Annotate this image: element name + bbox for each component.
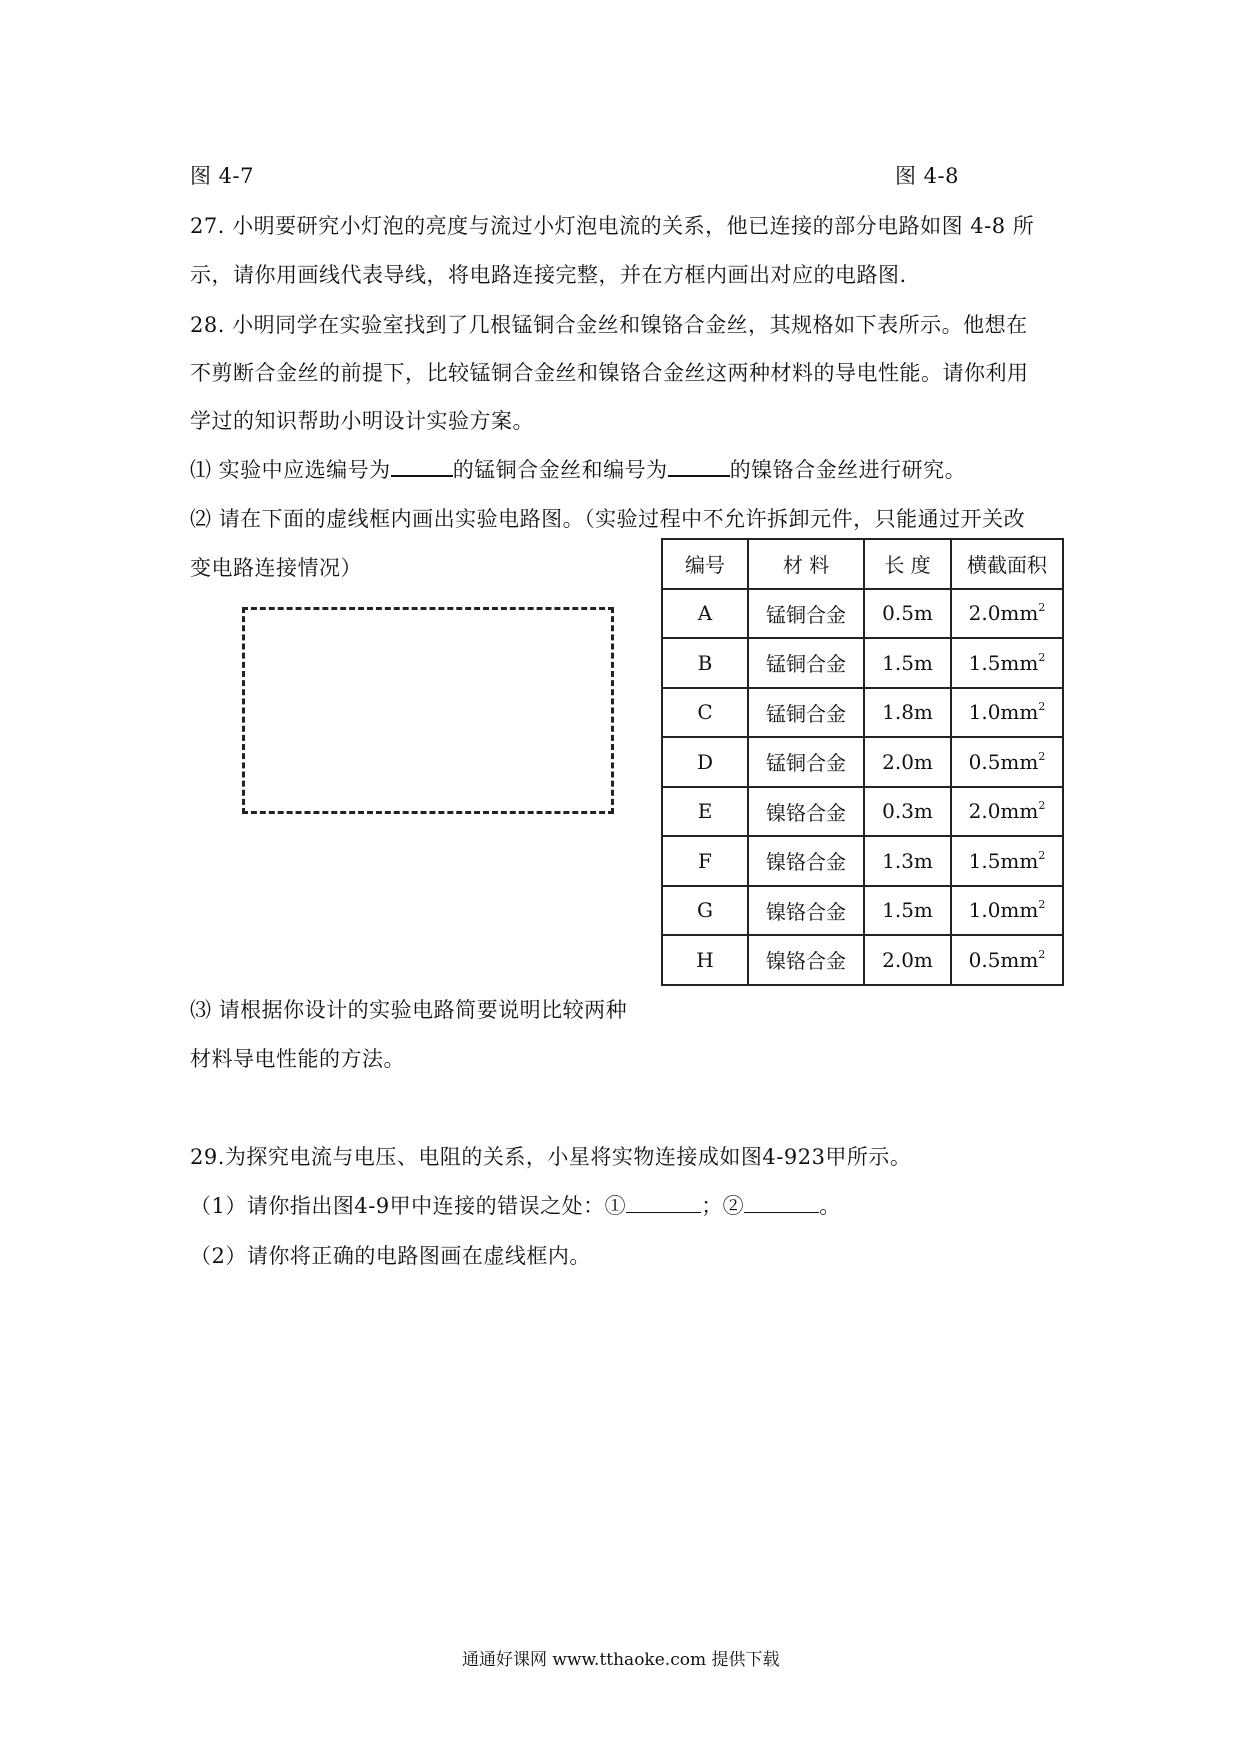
answer-blank-nichrome[interactable] xyxy=(668,455,730,477)
q28-part-1 xyxy=(190,454,966,484)
q28-line-2: 不剪断合金丝的前提下，比较锰铜合金丝和镍铬合金丝这两种材料的导电性能。请你利用 xyxy=(190,361,1029,385)
cell-material: 镍铬合金 xyxy=(748,886,864,936)
cell-area xyxy=(951,688,1063,738)
cell-id: C xyxy=(662,688,748,738)
q28-part-2-line-1: ⑵ 请在下面的虚线框内画出实验电路图。（实验过程中不允许拆卸元件，只能通过开关改 xyxy=(190,507,1026,531)
q28-line-3: 学过的知识帮助小明设计实验方案。 xyxy=(190,409,534,433)
cell-area xyxy=(951,836,1063,886)
q28-part-3-line-1: ⑶ 请根据你设计的实验电路简要说明比较两种 xyxy=(190,998,628,1022)
cell-material: 锰铜合金 xyxy=(748,589,864,639)
answer-blank-error-2[interactable] xyxy=(744,1192,819,1213)
cell-length: 2.0m xyxy=(864,935,951,985)
q28-line-1: 28. 小明同学在实验室找到了几根锰铜合金丝和镍铬合金丝，其规格如下表所示。他想在 xyxy=(190,313,1028,337)
q28-part-1-text-a: ⑴ 实验中应选编号为 xyxy=(190,458,391,482)
cell-area xyxy=(951,886,1063,936)
cell-id: H xyxy=(662,935,748,985)
figure-label-4-8: 图 4-8 xyxy=(895,164,959,188)
table-row xyxy=(662,787,1063,837)
area-value: 0.5mm xyxy=(968,947,1039,972)
q28-part-3-line-2: 材料导电性能的方法。 xyxy=(190,1047,405,1071)
q29-part-1-text-c: 。 xyxy=(819,1194,841,1218)
area-exponent: 2 xyxy=(1038,898,1046,912)
cell-length: 0.3m xyxy=(864,787,951,837)
area-value: 2.0mm xyxy=(968,601,1039,626)
circuit-diagram-dashed-box[interactable] xyxy=(242,607,614,814)
cell-area xyxy=(951,737,1063,787)
area-exponent: 2 xyxy=(1038,700,1046,714)
header-material: 材 料 xyxy=(748,539,864,589)
table-row xyxy=(662,935,1063,985)
q28-part-1-text-c: 的镍铬合金丝进行研究。 xyxy=(729,458,967,482)
table-row xyxy=(662,589,1063,639)
table-row xyxy=(662,737,1063,787)
page-footer: 通通好课网 www.tthaoke.com 提供下载 xyxy=(462,1650,780,1670)
cell-length: 1.5m xyxy=(864,638,951,688)
cell-id: D xyxy=(662,737,748,787)
q29-part-2: （2）请你将正确的电路图画在虚线框内。 xyxy=(190,1244,591,1268)
answer-blank-manganin[interactable] xyxy=(391,455,453,477)
area-value: 2.0mm xyxy=(968,799,1039,824)
q28-part-1-text-b: 的锰铜合金丝和编号为 xyxy=(452,458,668,482)
cell-id: A xyxy=(662,589,748,639)
table-row xyxy=(662,886,1063,936)
header-area: 横截面积 xyxy=(951,539,1063,589)
q29-part-1-text-a: （1）请你指出图4-9甲中连接的错误之处：① xyxy=(190,1194,627,1218)
q27-line-1: 27. 小明要研究小灯泡的亮度与流过小灯泡电流的关系，他已连接的部分电路如图 4-8 所 xyxy=(190,214,1035,238)
area-value: 1.0mm xyxy=(968,700,1039,725)
cell-length: 1.8m xyxy=(864,688,951,738)
cell-material: 锰铜合金 xyxy=(748,737,864,787)
q29-part-1-text-b: ；② xyxy=(701,1194,745,1218)
cell-area xyxy=(951,638,1063,688)
q29-part-1 xyxy=(190,1190,841,1220)
q29-line-1: 29.为探究电流与电压、电阻的关系，小星将实物连接成如图4-923甲所示。 xyxy=(190,1145,912,1169)
table-header-row xyxy=(662,539,1063,589)
area-value: 1.5mm xyxy=(968,848,1039,873)
header-length: 长 度 xyxy=(864,539,951,589)
area-exponent: 2 xyxy=(1038,650,1046,664)
cell-material: 镍铬合金 xyxy=(748,935,864,985)
cell-id: B xyxy=(662,638,748,688)
cell-length: 1.3m xyxy=(864,836,951,886)
cell-length: 0.5m xyxy=(864,589,951,639)
area-exponent: 2 xyxy=(1038,848,1046,862)
alloy-spec-table xyxy=(661,538,1064,986)
cell-id: E xyxy=(662,787,748,837)
figure-label-4-7: 图 4-7 xyxy=(190,164,254,188)
q28-part-2-line-2: 变电路连接情况） xyxy=(190,556,362,580)
area-exponent: 2 xyxy=(1038,601,1046,615)
cell-material: 镍铬合金 xyxy=(748,836,864,886)
cell-id: F xyxy=(662,836,748,886)
cell-length: 2.0m xyxy=(864,737,951,787)
header-id: 编号 xyxy=(662,539,748,589)
cell-material: 锰铜合金 xyxy=(748,638,864,688)
area-value: 0.5mm xyxy=(968,749,1039,774)
area-exponent: 2 xyxy=(1038,799,1046,813)
area-exponent: 2 xyxy=(1038,947,1046,961)
cell-length: 1.5m xyxy=(864,886,951,936)
area-value: 1.5mm xyxy=(968,650,1039,675)
cell-area xyxy=(951,935,1063,985)
table-row xyxy=(662,836,1063,886)
cell-area xyxy=(951,589,1063,639)
table-row xyxy=(662,638,1063,688)
cell-material: 镍铬合金 xyxy=(748,787,864,837)
area-value: 1.0mm xyxy=(968,898,1039,923)
cell-area xyxy=(951,787,1063,837)
cell-id: G xyxy=(662,886,748,936)
q27-line-2: 示，请你用画线代表导线，将电路连接完整，并在方框内画出对应的电路图. xyxy=(190,263,907,287)
cell-material: 锰铜合金 xyxy=(748,688,864,738)
answer-blank-error-1[interactable] xyxy=(626,1192,701,1213)
table-row xyxy=(662,688,1063,738)
area-exponent: 2 xyxy=(1038,749,1046,763)
